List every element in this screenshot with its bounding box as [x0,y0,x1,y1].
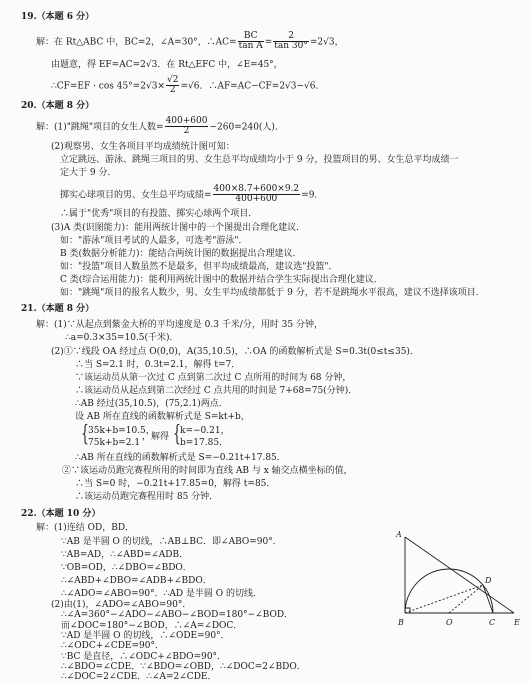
q20-part3-line3: B 类(数据分析能力)：能结合两统计图的数据提出合理建议． [60,249,302,259]
line-ae [405,537,514,613]
q19-equals: = [264,37,273,48]
q20-part2-line4-start: 掷实心球项目的男、女生总平均成绩= [60,190,212,201]
q22-header: 22.（本题 10 分） [21,509,101,519]
q20-fraction-2-den: 400+600 [235,194,278,205]
q19-line2: 由题意，得 EF=AC=2√3．在 Rt△EFC 中，∠E=45°， [51,60,283,70]
label-c: C [489,618,496,627]
q21-eq1: 35k+b=10.5， [88,426,155,436]
q19-text: 解：在 Rt△ABC 中，BC=2，∠A=30°，∴AC= [36,37,237,48]
q20-part3-line6: 如："跳绳"项目的报名人数少，男、女生平均成绩都低于 9 分，若不是跳绳水平很高，建议不选择该项目． [60,288,485,298]
q21-line11: ②∵该运动员跑完赛程所用的时间即为直线 AB 与 x 轴交点横坐标的值， [62,466,353,476]
q20-fraction-1-den: 2 [183,126,190,137]
q21-solve-label: ，解得 [142,432,170,442]
q20-fraction-2-num: 400×8.7+600×9.2 [213,184,300,194]
q22-line3: ∵AB=AD，∴∠ABD=∠ADB． [61,550,189,560]
q19-fraction-3 [166,76,179,96]
q22-line10: ∵AD 是半圆 O 的切线，∴∠ODE=90°． [61,630,230,641]
q20-part1-start: 解：(1)"跳绳"项目的女生人数= [36,122,164,133]
q19-solution-line1 [36,32,344,52]
label-a: A [396,530,402,539]
q19-fraction-1-num: BC [238,32,264,42]
q20-part1-end: −260=240(人)． [209,122,284,133]
q20-part3-line1: (3)A 类(识图能力)：能用两统计图中的一个图提出合理化建议． [51,223,306,233]
q20-part2-line4-end: =9． [301,190,324,201]
q20-fraction-1-num: 400+600 [165,116,208,126]
q19-text-end: =2√3， [309,37,344,48]
q21-line5: ∵该运动员从第一次过 C 点到第二次过 C 点所用的时间为 68 分钟， [75,373,352,383]
q22-geometry-figure [392,528,524,628]
q22-line2: ∵AB 是半圆 O 的切线，∴AB⊥BC．即∠ABO=90°． [61,537,282,547]
q22-line12: ∵BC 是直径，∴∠ODC+∠BDO=90°． [61,651,227,662]
q20-part2-line4 [60,185,323,205]
q20-fraction-1 [165,117,209,137]
q19-fraction-2-num: 2 [273,32,309,42]
q19-line3-end: =√6．∴AF=AC−CF=2√3−√6． [180,81,325,92]
q21-line3: (2)①∵线段 OA 经过点 O(0,0)，A(35,10.5)，∴OA 的函数解析式是 S=0.3t(0≤t≤35)． [51,347,419,357]
q21-line4: ∴当 S=2.1 时，0.3t=2.1，解得 t=7． [75,360,241,370]
line-od [449,585,483,613]
label-e: E [514,618,520,627]
semicircle-o [405,569,493,613]
q20-part2-line2: 立定跳远、游泳、跳绳三项目的男、女生总平均成绩均小于 9 分，投篮项目的男、女生总平均成绩一 [60,155,459,165]
q20-part2-line5: ∴属于"优秀"项目的有投篮、掷实心球两个项目． [60,209,258,219]
q20-fraction-2 [213,185,301,205]
q19-header: 19.（本题 6 分） [21,12,95,22]
q19-fraction-1-den: tan A [238,41,263,52]
q21-line7: ∴AB 经过(35,10.5)，(75,2.1)两点． [75,399,228,409]
q22-line8: ∴∠A=360°−∠ADO−∠ABO−∠BOD=180°−∠BOD． [61,610,294,621]
q20-header: 20.（本题 8 分） [21,101,95,111]
q22-line1: 解：(1)连结 OD，BD． [36,523,135,533]
q22-line4: ∵OB=OD，∴∠DBO=∠BDO． [61,563,192,573]
q20-part3-line4: 如："投篮"项目人数虽然不是最多，但平均成绩最高，建议选"投篮"． [60,262,338,272]
q22-line13: ∴∠BDO=∠CDE．∵∠BDO=∠OBD，∴∠DOC=2∠BDO． [61,661,306,672]
q22-line7: (2)由(1)，∠ADO=∠ABO=90°． [51,600,192,610]
line-dc [483,585,493,613]
q22-line9: 而∠DOC=180°−∠BOD，∴∠A=∠DOC． [61,620,243,631]
q20-part1 [36,117,284,137]
q21-line2: ∴a=0.3×35=10.5(千米)． [65,333,179,343]
q20-part3-line2: 如："游泳"项目考试的人最多，可选考"游泳"． [60,236,248,246]
q21-line10: ∴AB 所在直线的函数解析式是 S=−0.21t+17.85． [75,453,286,463]
q21-sol-k: k=−0.21， [180,426,230,436]
q19-fraction-3-den: 2 [169,85,176,96]
q22-line5: ∴∠ABD+∠DBO=∠ADB+∠BDO． [61,576,212,586]
q21-header: 21.（本题 8 分） [21,304,95,314]
q21-eq2: 75k+b=2.1 [88,438,141,448]
right-angle-b [405,608,410,613]
q19-fraction-2 [273,32,309,52]
q20-part2-line1: (2)观察男、女生各项目平均成绩统计图可知： [51,142,235,152]
q21-right-brace: { [173,422,181,447]
q21-left-brace: { [81,422,89,447]
q20-part3-line5: C 类(综合运用能力)：能利用两统计图中的数据并结合学生实际提出合理化建议． [60,275,383,285]
label-d: D [485,576,492,585]
q22-line11: ∴∠ODC+∠CDE=90°． [61,641,164,652]
q19-fraction-2-den: tan 30° [274,41,308,52]
label-b: B [398,618,404,627]
q22-line6: ∴∠ADO=∠ABO=90°．∴AD 是半圆 O 的切线． [61,589,262,599]
line-bd [405,585,483,613]
q21-line8: 设 AB 所在直线的函数解析式是 S=kt+b， [75,412,250,422]
q21-line1: 解：(1)∵从起点到紫金大桥的平均速度是 0.3 千米/分，用时 35 分钟， [36,320,323,330]
q21-line6: ∴该运动员从起点到第二次经过 C 点共用的时间是 7+68=75(分钟)． [75,386,358,396]
q19-fraction-3-num: √2 [166,75,179,85]
q22-line14: ∴∠DOC=2∠CDE．∴∠A=2∠CDE． [61,672,217,683]
q20-part2-line3: 定大于 9 分． [60,168,117,178]
q19-line3 [51,76,325,96]
q21-sol-b: b=17.85． [180,438,229,448]
q21-line12: ∴当 S=0 时，−0.21t+17.85=0，解得 t=85． [75,479,276,489]
q21-line13: ∴该运动员跑完赛程用时 85 分钟． [75,492,219,502]
q19-fraction-1 [238,32,264,52]
label-o: O [446,618,453,627]
q19-line3-start: ∴CF=EF · cos 45°=2√3× [51,81,165,92]
